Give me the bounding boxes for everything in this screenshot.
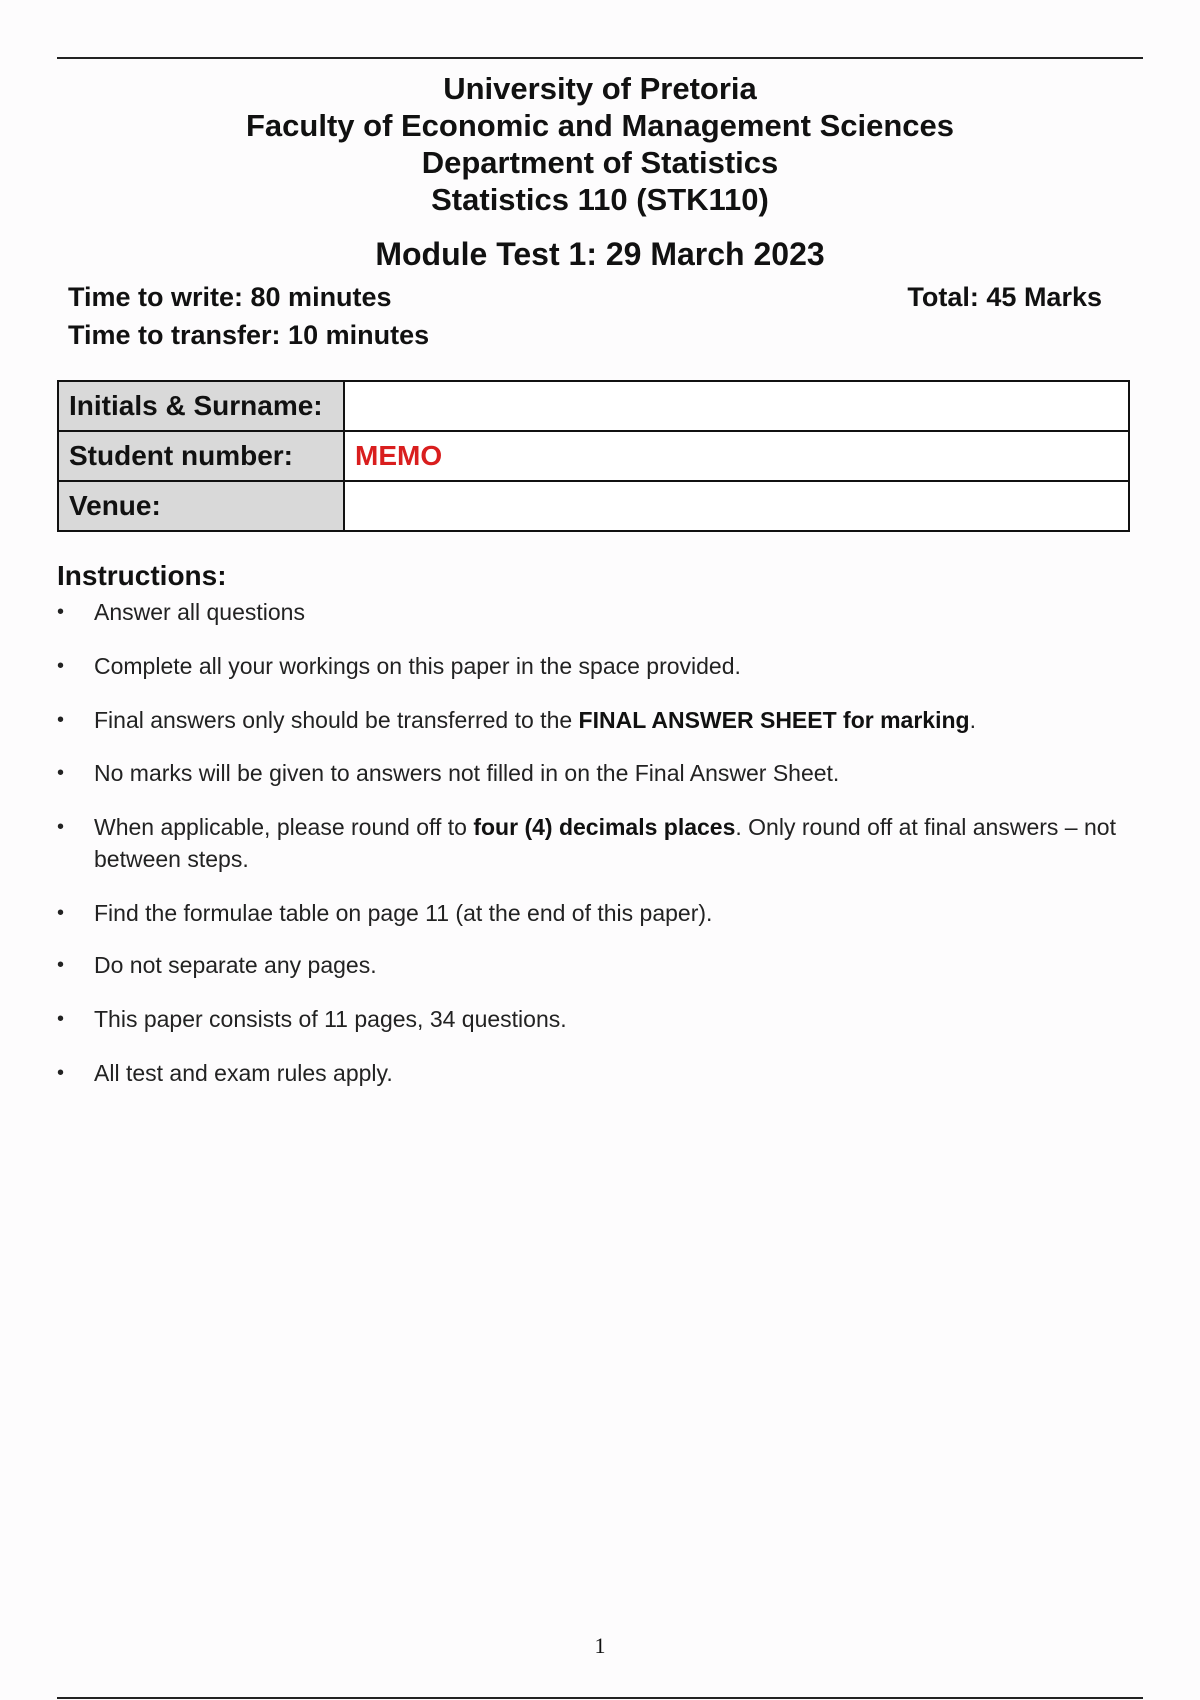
bottom-rule [57,1697,1143,1699]
university-name: University of Pretoria [443,71,757,106]
list-item: • Answer all questions [57,596,1147,628]
instructions-list [57,596,1147,1089]
page-number: 1 [594,1633,606,1658]
initials-surname-field[interactable] [344,381,1129,431]
time-to-transfer: Time to transfer: 10 minutes [68,320,430,350]
time-to-write: Time to write: 80 minutes [68,282,392,312]
table-row [58,481,1129,531]
list-item: • Final answers only should be transferred to the FINAL ANSWER SHEET for marking. [57,704,1147,736]
test-title: Module Test 1: 29 March 2023 [375,236,825,272]
venue-label: Venue: [58,481,344,531]
faculty-name: Faculty of Economic and Management Sciences [245,108,955,143]
venue-field[interactable] [344,481,1129,531]
top-rule [57,57,1143,59]
list-item: • Do not separate any pages. [57,949,1147,981]
student-number-label: Student number: [58,431,344,481]
total-marks: Total: 45 Marks [907,282,1102,312]
initials-surname-label: Initials & Surname: [58,381,344,431]
list-item: • This paper consists of 11 pages, 34 questions. [57,1003,1147,1035]
document-header [0,70,1200,273]
list-item: • Find the formulae table on page 11 (at the end of this paper). [57,897,1147,929]
student-number-field[interactable]: MEMO [344,431,1129,481]
list-item: • All test and exam rules apply. [57,1057,1147,1089]
course-name: Statistics 110 (STK110) [431,182,769,217]
instructions-title: Instructions: [57,560,227,591]
list-item: • Complete all your workings on this paper in the space provided. [57,650,1147,682]
table-row [58,431,1129,481]
list-item: • No marks will be given to answers not filled in on the Final Answer Sheet. [57,757,1147,789]
department-name: Department of Statistics [421,145,779,180]
table-row [58,381,1129,431]
list-item: • When applicable, please round off to four (4) decimals places. Only round off at final answers – not between steps. [57,811,1147,875]
student-info-table [57,380,1130,532]
